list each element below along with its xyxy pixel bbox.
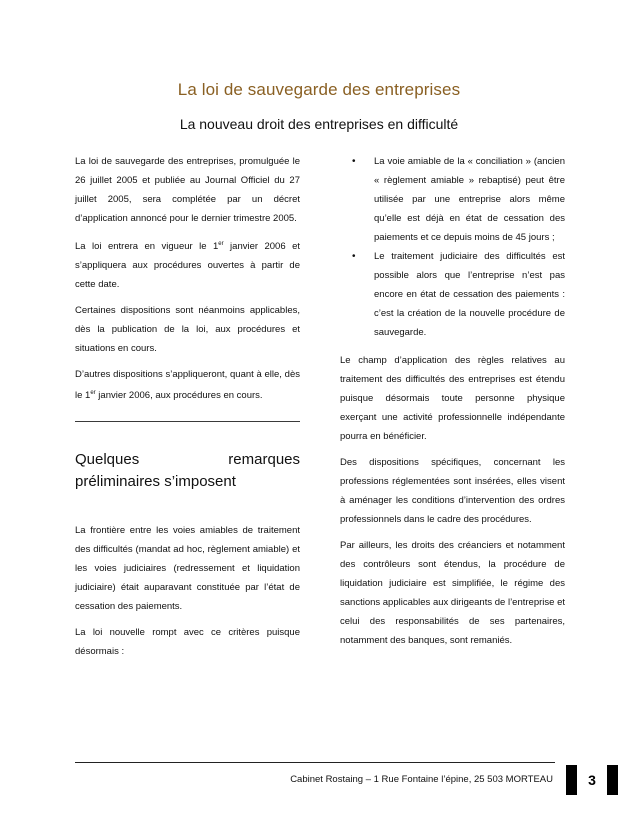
paragraph-text: D’autres dispositions s’appliqueront, quant à elle, dès le 1 [75, 369, 300, 402]
paragraph: Par ailleurs, les droits des créanciers et notamment des contrôleurs sont étendus, la procédure de liquidation judiciaire est simplifiée, le régime des sanctions applicables aux dirigeants de l’entreprise et celui des responsabilités de ses partenaires, notamment des banques, sont remaniés. [340, 540, 565, 646]
paragraph-text: janvier 2006 et s’appliquera aux procédures ouvertes à partir de cette date. [75, 241, 300, 291]
left-column [75, 152, 300, 668]
right-column [340, 152, 565, 657]
paragraph [75, 235, 300, 294]
list-item [340, 247, 565, 342]
list-item-text: Le traitement judiciaire des difficultés est possible alors que l’entreprise n’est pas encore en état de cessation des paiements : c’est la création de la nouvelle procédure de sauvegarde. [374, 251, 565, 338]
paragraph: Certaines dispositions sont néanmoins applicables, dès la publication de la loi, aux procédures et situations en cours. [75, 305, 300, 355]
bullet-list [340, 152, 565, 342]
paragraph-text: janvier 2006, aux procédures en cours. [95, 390, 263, 402]
list-item-text: La voie amiable de la « conciliation » (ancien « règlement amiable » rebaptisé) peut être utilisée par une entreprise alors même qu’elle est déjà en état de cessation des paiements et ce depuis moins de 45 jours ; [374, 156, 565, 243]
page-number: 3 [577, 765, 607, 795]
page-number-box [566, 765, 618, 795]
paragraph: La frontière entre les voies amiables de traitement des difficultés (mandat ad hoc, règlement amiable) et les voies judiciaires (redressement et liquidation judiciaire) était auparavant constituée par l’état de cessation des paiements. [75, 525, 300, 613]
paragraph: La loi nouvelle rompt avec ce critères puisque désormais : [75, 627, 300, 658]
superscript: er [90, 390, 96, 397]
section-heading: Quelques remarques préliminaires s’imposent [75, 451, 300, 491]
document-subtitle: La nouveau droit des entreprises en difficulté [179, 116, 459, 132]
bullet-icon: • [352, 251, 356, 262]
paragraph: La loi de sauvegarde des entreprises, promulguée le 26 juillet 2005 et publiée au Journal Officiel du 27 juillet 2005, sera complétée par un décret d’application annoncé pour le dernier trimestre 2005. [75, 156, 300, 224]
superscript: er [218, 241, 224, 247]
paragraph-text: La loi entrera en vigueur le 1 [75, 241, 219, 253]
section-divider [75, 421, 300, 422]
list-item [340, 152, 565, 247]
bullet-icon: • [352, 156, 356, 167]
document-title: La loi de sauvegarde des entreprises [177, 80, 461, 99]
footer-address: Cabinet Rostaing – 1 Rue Fontaine l’épine, 25 503 MORTEAU [290, 774, 553, 785]
paragraph [75, 365, 300, 405]
footer-divider [75, 762, 555, 763]
paragraph: Le champ d’application des règles relatives au traitement des difficultés des entreprises est étendu puisque désormais toute personne physique exerçant une activité professionnelle indépendante pourra en bénéficier. [340, 355, 565, 442]
paragraph: Des dispositions spécifiques, concernant les professions réglementées sont insérées, elles visent à aménager les conditions d’intervention des ordres professionnels dans le cadre des procédures. [340, 457, 565, 525]
